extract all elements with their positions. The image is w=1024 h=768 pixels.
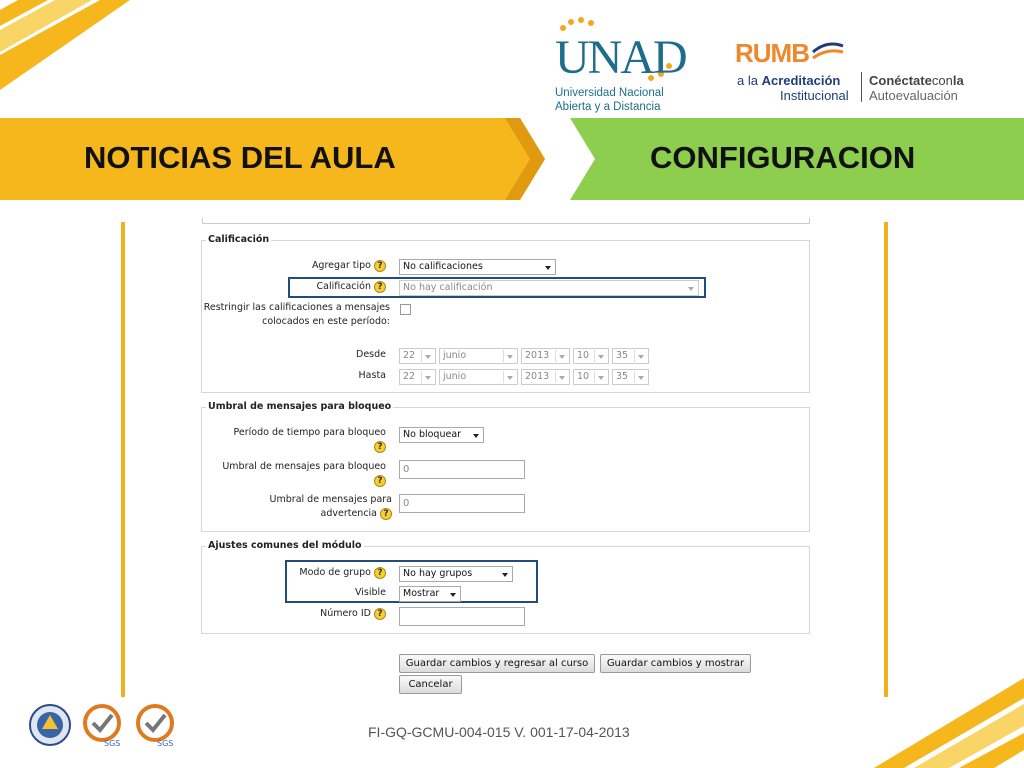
desde-minute-select[interactable]: 35 — [612, 348, 649, 364]
sgs-certification-icon — [80, 703, 124, 747]
rumbo-acreditacion-text: a la Acreditación — [737, 73, 841, 88]
banner-title-configuracion: CONFIGURACION — [650, 140, 916, 175]
banner-title-noticias: NOTICIAS DEL AULA — [84, 140, 396, 175]
numero-id-input[interactable] — [399, 607, 525, 626]
right-accent-bar — [884, 222, 888, 697]
sgs-label: SGS — [157, 739, 174, 747]
visible-select[interactable]: Mostrar — [399, 586, 461, 602]
umbral-advertencia-label: Umbral de mensajes para advertencia ? — [269, 494, 392, 519]
logo-divider — [861, 72, 862, 102]
desde-year-select[interactable]: 2013 — [521, 348, 570, 364]
autoevaluacion-text: Autoevaluación — [869, 88, 958, 103]
rumbo-institucional-text: Institucional — [780, 88, 849, 103]
corner-stripes-bottom-right — [874, 678, 1024, 768]
unad-logo — [553, 16, 686, 116]
rumbo-acreditacion-logo — [735, 38, 995, 108]
help-icon[interactable]: ? — [374, 441, 386, 453]
umbral-bloqueo-label: Umbral de mensajes para bloqueo ? — [222, 461, 386, 486]
hasta-hour-select[interactable]: 10 — [573, 369, 609, 385]
periodo-bloqueo-label: Período de tiempo para bloqueo ? — [233, 427, 386, 452]
calificacion-label: Calificación ? — [196, 280, 386, 294]
help-icon[interactable]: ? — [374, 567, 386, 579]
cancel-button[interactable]: Cancelar — [399, 675, 462, 694]
desde-hour-select[interactable]: 10 — [573, 348, 609, 364]
save-return-button[interactable]: Guardar cambios y regresar al curso — [399, 654, 595, 673]
help-icon[interactable]: ? — [374, 608, 386, 620]
umbral-advertencia-input[interactable]: 0 — [399, 494, 525, 513]
agregar-tipo-label: Agregar tipo ? — [196, 259, 386, 273]
footer-document-code: FI-GQ-GCMU-004-015 V. 001-17-04-2013 — [368, 724, 630, 740]
rumbo-o-icon — [809, 38, 845, 64]
help-icon[interactable]: ? — [374, 475, 386, 487]
restringir-label: Restringir las calificaciones a mensajes colocados en este período: — [203, 302, 390, 327]
ajustes-legend: Ajustes comunes del módulo — [208, 540, 362, 551]
help-icon[interactable]: ? — [374, 281, 386, 293]
hasta-minute-select[interactable]: 35 — [612, 369, 649, 385]
visible-label: Visible — [354, 587, 386, 598]
sgs-certification-icon — [133, 703, 177, 747]
restringir-checkbox[interactable] — [400, 304, 411, 315]
left-accent-bar — [121, 222, 125, 697]
rumbo-wordmark: RUMB — [735, 38, 845, 69]
desde-label: Desde — [356, 349, 386, 360]
corner-stripes-top-left — [0, 0, 130, 90]
hasta-label: Hasta — [358, 370, 386, 381]
periodo-bloqueo-select[interactable]: No bloquear — [399, 427, 484, 443]
save-show-button[interactable]: Guardar cambios y mostrar — [600, 654, 751, 673]
hasta-year-select[interactable]: 2013 — [521, 369, 570, 385]
unad-subtitle: Universidad Nacional Abierta y a Distancia — [555, 87, 664, 113]
help-icon[interactable]: ? — [374, 260, 386, 272]
calificacion-select[interactable]: No hay calificación — [399, 280, 699, 296]
desde-day-select[interactable]: 22 — [399, 348, 436, 364]
numero-id-label: Número ID ? — [196, 607, 386, 621]
modo-grupo-select[interactable]: No hay grupos — [399, 566, 513, 582]
sgs-label: SGS — [104, 739, 121, 747]
umbral-bloqueo-input[interactable]: 0 — [399, 460, 525, 479]
moodle-settings-form — [196, 218, 816, 700]
umbral-legend: Umbral de mensajes para bloqueo — [208, 401, 392, 412]
help-icon[interactable]: ? — [380, 508, 392, 520]
hasta-month-select[interactable]: junio — [439, 369, 518, 385]
conectate-text: Conéctateconla — [869, 73, 964, 88]
agregar-tipo-select[interactable]: No calificaciones — [399, 259, 556, 275]
colombia-seal-icon — [28, 703, 72, 747]
desde-month-select[interactable]: junio — [439, 348, 518, 364]
unad-wordmark: UNAD — [555, 31, 686, 84]
previous-section-edge — [202, 218, 810, 224]
calificacion-legend: Calificación — [208, 234, 270, 245]
modo-grupo-label: Modo de grupo ? — [196, 566, 386, 580]
hasta-day-select[interactable]: 22 — [399, 369, 436, 385]
